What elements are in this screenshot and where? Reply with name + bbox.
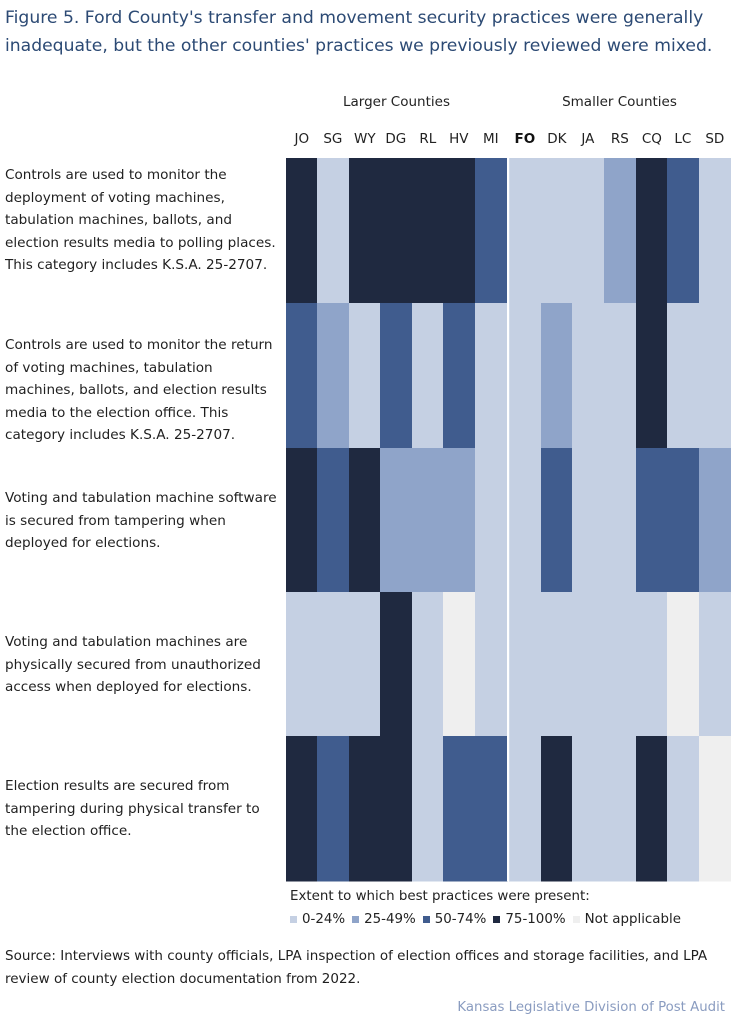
heatmap-cell-rl-row4 (412, 592, 444, 737)
heatmap-cell-jo-row3 (286, 448, 318, 593)
row-label-results-transfer: Election results are secured from tampering during physical transfer to the election office. (5, 778, 260, 839)
legend-label: 50-74% (434, 912, 487, 927)
heatmap-cell-fo-row4 (509, 592, 541, 737)
heatmap-cell-jo-row4 (286, 592, 318, 737)
column-label-sg: SG (323, 131, 343, 147)
heatmap-cell-sd-row5 (699, 736, 731, 882)
heatmap-cell-hv-row1 (443, 158, 475, 304)
heatmap-cell-lc-row4 (667, 592, 699, 737)
heatmap-cell-dk-row4 (541, 592, 573, 737)
row-label-return-controls: Controls are used to monitor the return of voting machines, tabulation machines, ballots, and election results media to the election office. This category includes K.S.A. 25-2707. (5, 337, 273, 443)
heatmap-cell-dk-row5 (541, 736, 573, 882)
group-label-larger-counties: Larger Counties (342, 94, 450, 110)
column-label-mi: MI (483, 131, 499, 147)
heatmap-cell-rs-row3 (604, 448, 636, 593)
column-label-dg: DG (385, 131, 407, 147)
heatmap-cell-sd-row1 (699, 158, 731, 304)
heatmap-cell-lc-row3 (667, 448, 699, 593)
heatmap-cell-ja-row3 (572, 448, 604, 593)
heatmap-cell-sd-row3 (699, 448, 731, 593)
heatmap-cell-fo-row5 (509, 736, 541, 882)
heatmap-cell-fo-row1 (509, 158, 541, 304)
heatmap-cell-rs-row1 (604, 158, 636, 304)
column-label-jo: JO (294, 131, 310, 147)
heatmap-cell-dg-row4 (380, 592, 412, 737)
heatmap-cell-ja-row4 (572, 592, 604, 737)
heatmap-cell-dg-row2 (380, 303, 412, 449)
figure-title: Figure 5. Ford County's transfer and movement security practices were generally inadequate, but the other counties' practices we previously reviewed were mixed. (5, 8, 713, 56)
heatmap-cell-cq-row3 (636, 448, 668, 593)
legend-item-50-74 (423, 912, 487, 927)
heatmap-cell-lc-row1 (667, 158, 699, 304)
heatmap-cell-rs-row5 (604, 736, 636, 882)
heatmap-cell-lc-row2 (667, 303, 699, 449)
heatmap-cell-rl-row2 (412, 303, 444, 449)
heatmap-cell-sg-row4 (317, 592, 349, 737)
legend-label: 25-49% (364, 912, 416, 927)
heatmap-cell-sd-row4 (699, 592, 731, 737)
column-label-rl: RL (419, 131, 437, 147)
heatmap-cell-cq-row5 (636, 736, 668, 882)
heatmap-cell-ja-row5 (572, 736, 604, 882)
legend-item-0-24 (290, 912, 345, 927)
legend-item-25-49 (352, 912, 416, 927)
heatmap-cell-mi-row2 (475, 303, 507, 449)
heatmap-cell-dg-row3 (380, 448, 412, 593)
legend-swatch (290, 916, 297, 923)
heatmap-cell-wy-row3 (349, 448, 381, 593)
heatmap-cell-rl-row1 (412, 158, 444, 304)
legend-label: Not applicable (584, 912, 681, 927)
heatmap-cell-fo-row3 (509, 448, 541, 593)
heatmap-cell-ja-row1 (572, 158, 604, 304)
heatmap-cell-rs-row4 (604, 592, 636, 737)
heatmap-cell-mi-row5 (475, 736, 507, 882)
column-label-wy: WY (354, 131, 376, 147)
heatmap-cell-jo-row2 (286, 303, 318, 449)
heatmap-cell-hv-row3 (443, 448, 475, 593)
group-label-smaller-counties: Smaller Counties (562, 94, 677, 110)
legend-label: 0-24% (302, 912, 346, 927)
heatmap-cell-mi-row1 (475, 158, 507, 304)
heatmap-cell-cq-row1 (636, 158, 668, 304)
heatmap-cell-hv-row4 (443, 592, 475, 737)
heatmap-cell-rl-row3 (412, 448, 444, 593)
heatmap-cell-sg-row3 (317, 448, 349, 593)
column-label-sd: SD (705, 131, 725, 147)
heatmap-cell-mi-row3 (475, 448, 507, 593)
heatmap-cell-dg-row5 (380, 736, 412, 882)
heatmap-cell-sg-row1 (317, 158, 349, 304)
heatmap-cell-dg-row1 (380, 158, 412, 304)
heatmap-cell-mi-row4 (475, 592, 507, 737)
column-label-rs: RS (610, 131, 629, 147)
heatmap-cell-rl-row5 (412, 736, 444, 882)
heatmap-cell-sg-row5 (317, 736, 349, 882)
heatmap-cell-hv-row2 (443, 303, 475, 449)
source-note: Source: Interviews with county officials, LPA inspection of election offices and storage facilities, and LPA review of county election documentation from 2022. (5, 948, 708, 987)
heatmap-cell-sg-row2 (317, 303, 349, 449)
legend-swatch (352, 916, 359, 923)
group-divider (507, 158, 509, 881)
legend-swatch (493, 916, 500, 923)
legend-title: Extent to which best practices were present: (290, 889, 590, 904)
legend-swatch (573, 916, 580, 923)
legend-item-75-100 (493, 912, 565, 927)
legend-label: 75-100% (505, 912, 566, 927)
footer-credit: Kansas Legislative Division of Post Audit (457, 1000, 725, 1015)
column-label-ja: JA (581, 131, 595, 147)
heatmap-cell-jo-row1 (286, 158, 318, 304)
column-label-dk: DK (547, 131, 567, 147)
legend-item-not-applicable (573, 912, 681, 927)
legend (290, 912, 688, 927)
legend-swatch (423, 916, 430, 923)
heatmap-cell-lc-row5 (667, 736, 699, 882)
heatmap-cell-wy-row1 (349, 158, 381, 304)
column-label-lc: LC (674, 131, 692, 147)
heatmap-cell-cq-row2 (636, 303, 668, 449)
column-label-cq: CQ (641, 131, 662, 147)
row-label-physical-security: Voting and tabulation machines are physically secured from unauthorized access when deployed for elections. (5, 634, 261, 695)
heatmap-cell-cq-row4 (636, 592, 668, 737)
heatmap-cell-fo-row2 (509, 303, 541, 449)
column-label-fo: FO (514, 131, 536, 147)
heatmap-cell-jo-row5 (286, 736, 318, 882)
heatmap-cell-ja-row2 (572, 303, 604, 449)
heatmap-cell-dk-row2 (541, 303, 573, 449)
heatmap-cell-wy-row2 (349, 303, 381, 449)
row-label-software-security: Voting and tabulation machine software is secured from tampering when deployed for elections. (5, 490, 277, 551)
row-label-deployment-controls: Controls are used to monitor the deployment of voting machines, tabulation machines, ballots, and election results media to polling places. This category includes K.S.A. 25-2707. (5, 167, 276, 273)
heatmap-cell-dk-row3 (541, 448, 573, 593)
heatmap-cell-wy-row5 (349, 736, 381, 882)
heatmap-cell-rs-row2 (604, 303, 636, 449)
heatmap-cell-hv-row5 (443, 736, 475, 882)
heatmap-cell-dk-row1 (541, 158, 573, 304)
column-label-hv: HV (449, 131, 469, 147)
heatmap-cell-sd-row2 (699, 303, 731, 449)
heatmap-cell-wy-row4 (349, 592, 381, 737)
